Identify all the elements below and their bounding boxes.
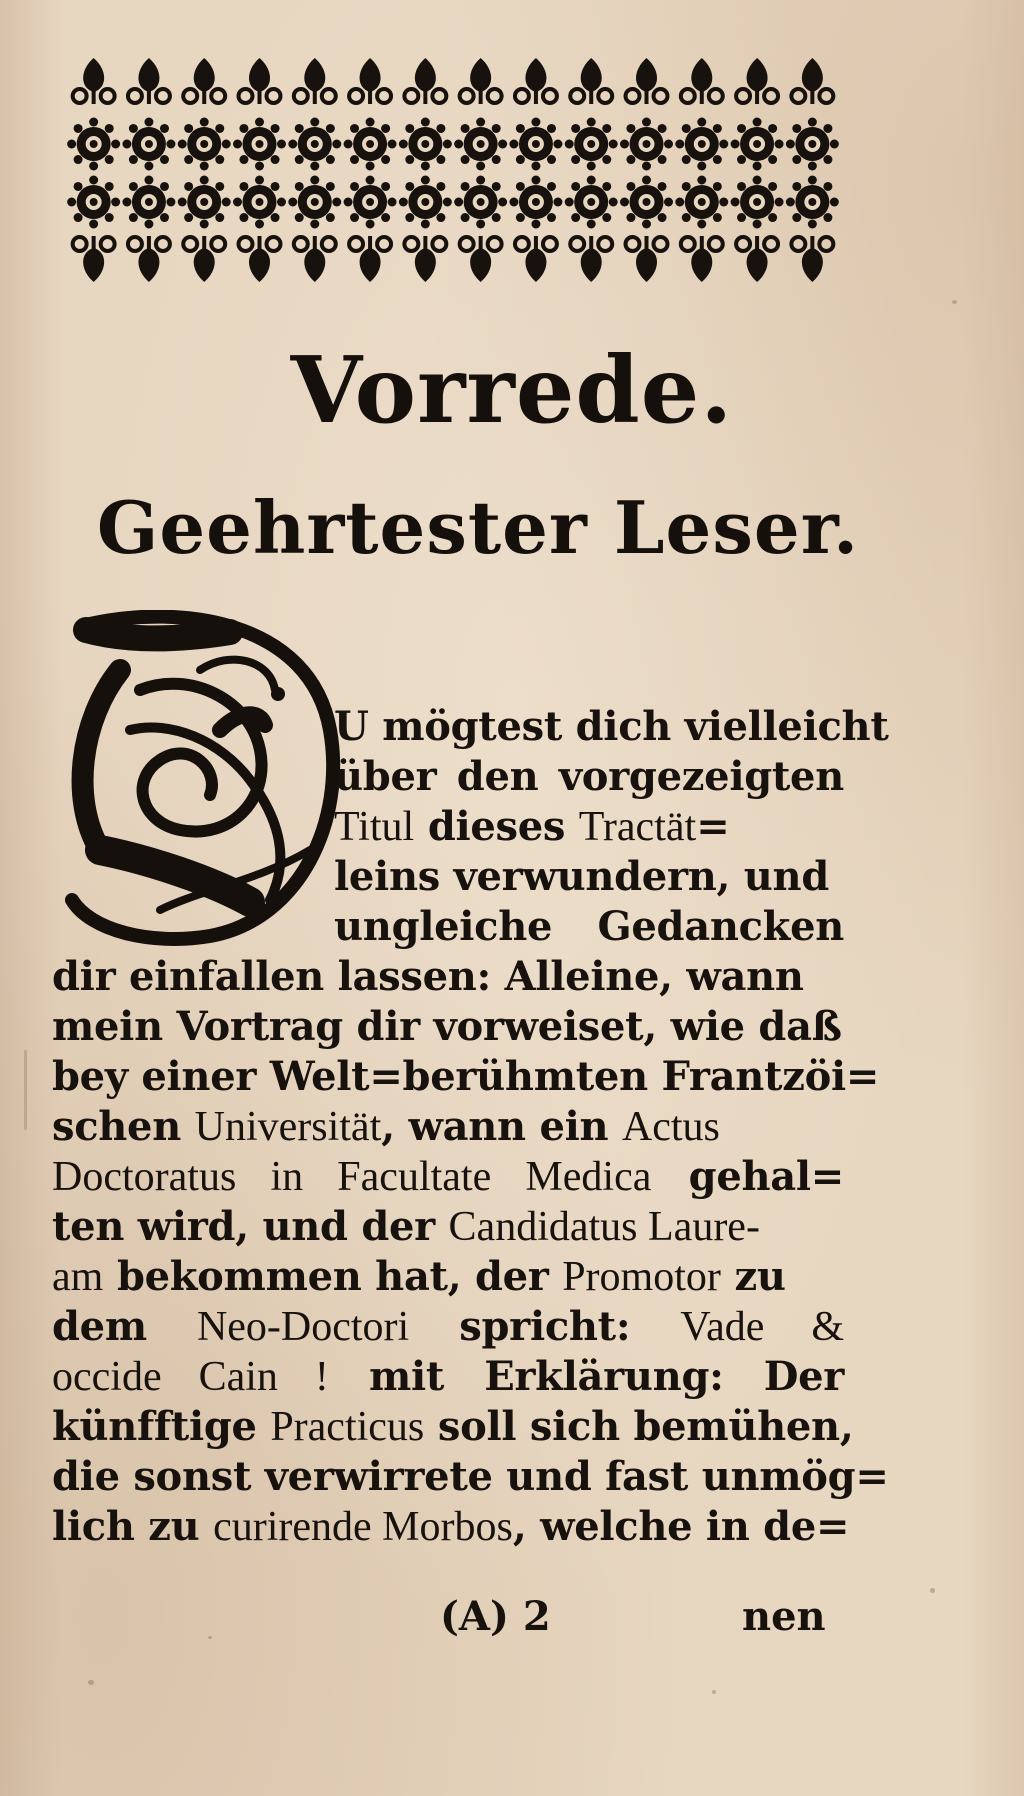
fraktur-type-segment: U mögtest dich vielleicht (334, 703, 889, 750)
latin-type-segment: Actus (621, 1104, 720, 1150)
fraktur-type-segment: dir einfallen lassen: Alleine, wann (52, 953, 804, 1000)
text-line (334, 902, 844, 952)
fraktur-type-segment: lich zu (52, 1503, 214, 1550)
text-line (334, 852, 844, 902)
text-line (52, 1402, 854, 1452)
text-line (52, 1152, 844, 1202)
fraktur-type-segment: dem (52, 1303, 197, 1350)
latin-type-segment: Tractät (578, 804, 697, 850)
text-line (334, 702, 889, 752)
fraktur-type-segment: mein Vortrag dir vorweiset, wie daß (52, 1003, 842, 1050)
fraktur-type-segment: ten wird, und der (52, 1203, 449, 1250)
signature-mark: (A) 2 (440, 1593, 551, 1640)
catchword: nen (742, 1593, 826, 1640)
latin-type-segment: occide Cain ! (52, 1354, 329, 1400)
fraktur-type-segment: zu (720, 1253, 786, 1300)
fraktur-type-segment: dieses (414, 803, 579, 850)
fraktur-type-segment: schen (52, 1103, 195, 1150)
text-line (52, 1002, 844, 1052)
text-line (334, 802, 844, 852)
latin-type-segment: Universität (194, 1104, 382, 1150)
fraktur-type-segment: mit Erklärung: Der (328, 1353, 845, 1400)
fraktur-type-segment: = (696, 803, 730, 850)
fraktur-type-segment: die sonst verwirrete und fast unmög= (52, 1453, 889, 1500)
fraktur-type-segment: künfftige (52, 1403, 271, 1450)
page-title: Vorrede. (290, 336, 734, 444)
latin-type-segment: Titul (334, 804, 415, 850)
text-line (52, 1052, 880, 1102)
latin-type-segment: Candidatus Laure- (448, 1204, 760, 1250)
latin-type-segment: am (52, 1254, 104, 1300)
text-line (52, 952, 844, 1002)
text-line (52, 1102, 844, 1152)
fraktur-type-segment: gehal= (651, 1153, 844, 1200)
fraktur-type-segment: bey einer Welt=berühmten Frantzöi= (52, 1053, 880, 1100)
text-line (52, 1202, 844, 1252)
latin-type-segment: Vade & (680, 1304, 845, 1350)
latin-type-segment: Practicus (270, 1404, 425, 1450)
text-line (52, 1252, 844, 1302)
fraktur-type-segment: über den vorgezeigten (334, 753, 844, 800)
fraktur-type-segment: spricht: (409, 1303, 681, 1350)
latin-type-segment: curirende Morbos (213, 1504, 513, 1550)
text-line (334, 752, 844, 802)
fraktur-type-segment: leins verwundern, und (334, 853, 829, 900)
text-line (52, 1352, 844, 1402)
latin-type-segment: Doctoratus in Facultate Medica (52, 1154, 652, 1200)
fraktur-type-segment: bekommen hat, der (103, 1253, 563, 1300)
text-line (52, 1302, 844, 1352)
page-subtitle: Geehrtester Leser. (96, 485, 860, 570)
fraktur-type-segment: , welche in de= (512, 1503, 850, 1550)
fraktur-type-segment: ungleiche Gedancken (334, 903, 844, 950)
text-line (52, 1452, 889, 1502)
latin-type-segment: Neo-Doctori (196, 1304, 410, 1350)
fraktur-type-segment: soll sich bemühen, (424, 1403, 854, 1450)
text-line (52, 1502, 850, 1552)
fraktur-type-segment: , wann ein (381, 1103, 622, 1150)
latin-type-segment: Promotor (562, 1254, 721, 1300)
